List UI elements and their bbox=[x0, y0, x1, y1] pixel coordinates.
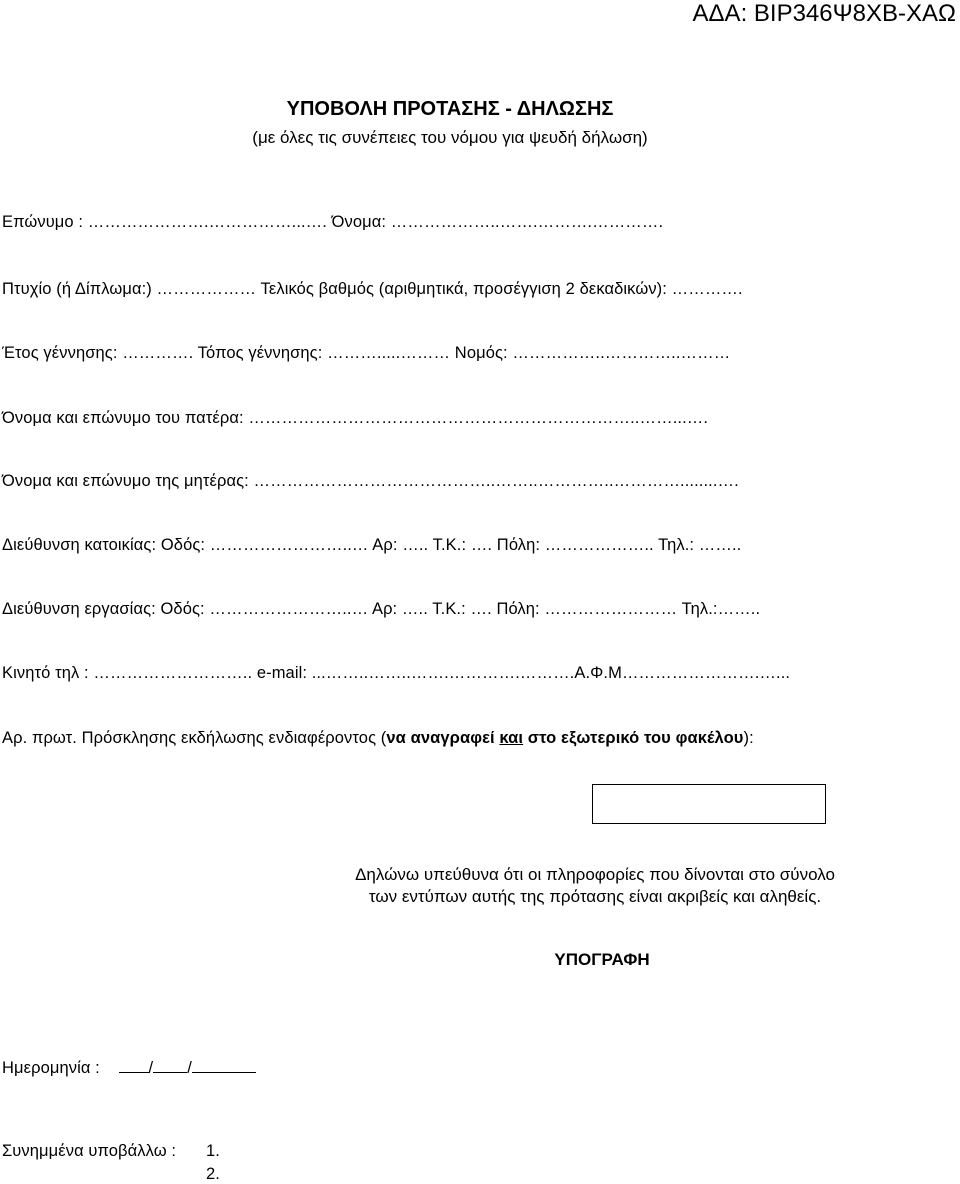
attachment-item-1: 1. bbox=[206, 1142, 220, 1160]
protocol-bold-1: να αναγραφεί bbox=[386, 729, 500, 747]
date-day-blank[interactable] bbox=[119, 1058, 149, 1073]
date-separator-1: / bbox=[148, 1059, 154, 1077]
date-row bbox=[2, 1058, 256, 1078]
attachments-label: Συνημμένα υποβάλλω : bbox=[2, 1142, 177, 1160]
protocol-underlined: και bbox=[499, 729, 524, 747]
protocol-number-box[interactable] bbox=[592, 784, 826, 824]
date-month-blank[interactable] bbox=[153, 1058, 187, 1073]
protocol-prefix: Αρ. πρωτ. Πρόσκλησης εκδήλωσης ενδιαφέροντος ( bbox=[2, 729, 387, 747]
declaration-line-2: των εντύπων αυτής της πρότασης είναι ακριβείς και αληθείς. bbox=[368, 887, 822, 906]
attachment-item-2: 2. bbox=[206, 1165, 220, 1183]
surname-name-field: Επώνυμο : ………………….……………...…. Όνομα: ………………..…….……….…………. bbox=[2, 213, 664, 231]
date-year-blank[interactable] bbox=[192, 1058, 256, 1073]
attachments-row bbox=[2, 1142, 176, 1161]
father-name-field: Όνομα και επώνυμο του πατέρα: ……………………………………………………………..……...…. bbox=[2, 409, 709, 427]
date-separator-2: / bbox=[187, 1059, 192, 1077]
protocol-number-label bbox=[2, 729, 754, 748]
degree-grade-field: Πτυχίο (ή Δίπλωμα:) ……………… Τελικός βαθμός (αριθμητικά, προσέγγιση 2 δεκαδικών): …………. bbox=[2, 280, 743, 298]
protocol-suffix: ): bbox=[743, 729, 754, 747]
work-address-field: Διεύθυνση εργασίας: Οδός: ……………………..… Αρ: ….. Τ.Κ.: …. Πόλη: …………………… Τηλ.:…….. bbox=[2, 600, 761, 618]
mother-name-field: Όνομα και επώνυμο της μητέρας: ……………………………………..……..…………..…………........…. bbox=[2, 472, 739, 490]
contact-field: Κινητό τηλ : ……………………….. e-mail: ...……..……..…….………….……….Α.Φ.Μ…………………….…... bbox=[2, 664, 791, 682]
home-address-field: Διεύθυνση κατοικίας: Οδός: ……………………..… Αρ: ….. Τ.Κ.: …. Πόλη: ……………….. Τηλ.: …….. bbox=[2, 536, 742, 554]
ada-header: ΑΔΑ: ΒΙΡ346Ψ8ΧΒ-ΧΑΩ bbox=[692, 0, 956, 27]
protocol-bold-2: στο εξωτερικό του φακέλου bbox=[523, 729, 744, 747]
birth-info-field: Έτος γέννησης: …………. Τόπος γέννησης: ……….....……… Νομός: ……………..…………..……… bbox=[2, 344, 731, 362]
signature-label: ΥΠΟΓΡΑΦΗ bbox=[554, 950, 650, 969]
form-title: ΥΠΟΒΟΛΗ ΠΡΟΤΑΣΗΣ - ΔΗΛΩΣΗΣ bbox=[286, 98, 614, 120]
form-subtitle: (με όλες τις συνέπειες του νόμου για ψευδή δήλωση) bbox=[252, 128, 648, 147]
declaration-line-1: Δηλώνω υπεύθυνα ότι οι πληροφορίες που δίνονται στο σύνολο bbox=[355, 865, 835, 884]
date-label: Ημερομηνία : bbox=[2, 1059, 100, 1077]
